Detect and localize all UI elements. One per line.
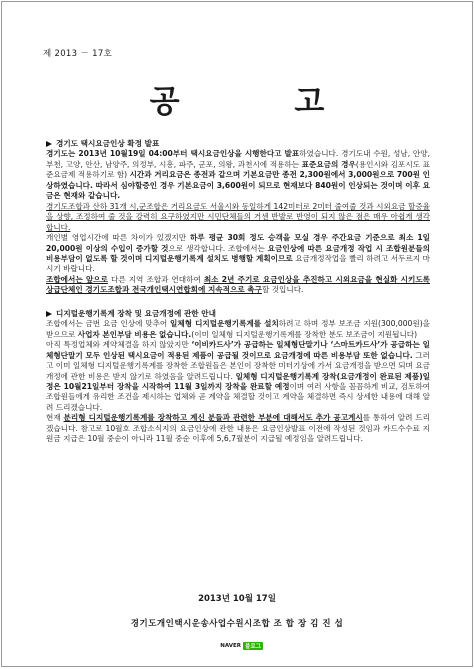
section1-heading (46, 139, 430, 149)
text-run: 개인별 영업시간에 따른 차이가 있겠지만 (46, 233, 190, 243)
section1-paragraph-4 (46, 275, 430, 296)
section1-paragraph-2 (46, 202, 430, 233)
notice-page (1, 1, 473, 667)
text-run: 경기도는 2013년 10월19일 04:00부터 택시요금인상을 시행한다고 발표 (46, 149, 300, 159)
text-run: 최소 2년 주기로 요금인상을 추진하고 시외요금을 현실화 시키도록 상급단체인 경기도조합과 전국개인택시연합회에 지속적으로 촉구 (46, 274, 430, 295)
section2-heading-text: 디지털운행기록계 장착 및 요금개정에 관한 안내 (56, 308, 216, 318)
signer-line: 경기도개인택시운송사업수원시조합 조 합 장 김 진 섭 (130, 619, 344, 629)
section2-paragraph-3 (46, 413, 430, 444)
blog-badge: 블로그 (245, 644, 261, 650)
text-run: 다른 지역 조합과 연대하여 (107, 274, 204, 284)
section2-paragraph-2 (46, 340, 430, 413)
section1-paragraph-1 (46, 149, 430, 201)
text-run: 요금인상에 따른 요금개정 작업 시 조합원분들의 비용부담이 없도록 할 것이며 디지털운행기록계 설치도 병행할 계획이므로 (46, 243, 430, 263)
text-run: 표준요금의 경우 (301, 159, 356, 169)
text-run: 으로 생각합니다. 조합에서는 (168, 243, 268, 253)
text-run: 하루 평균 30회 정도 승객을 모실 경우 주간요금 기준으로 최소 1일 20,000원 이상의 수입이 증가할 것 (46, 233, 430, 253)
section2-heading (46, 309, 430, 319)
text-run: 그러고 이미 일체형 디지털운행기록계를 장착한 조합원들은 본인이 장착한 미터기상에 가서 요금개정을 받으면 되며 요금개정에 관한 비용은 받지 않기로 하였음을 알려드립니다. (46, 350, 430, 381)
text-run: 아직 특정업체와 계약체결을 하지 않았지만 (46, 340, 192, 350)
notice-date: 2013년 10월 17일 (198, 594, 276, 604)
text-run: 를 통하여 알려 드리겠습니다. 참고로 10월호 조합소식지의 요금인상에 관한 내용은 요금인상발표 이전에 작성된 것임과 카드수수료 지원금 지급은 10월 중순이 아니라 11월 중순 이후에 5,6,7월분이 지급될 예정임을 알려드립니다. (46, 413, 430, 444)
text-run: 일체형 디지털운행기록계 장착(요금개정이 완료된 제품)일정은 10월21일부터 장착을 시작하여 11월 3일까지 장착을 완료할 예정 (46, 371, 430, 391)
text-run: (이미 일체형 디지털운행기록계를 장착한 분도 보조금이 지원됩니다) (191, 329, 418, 339)
text-run: 시간과 거리요금은 종전과 같으며 기본요금만 종전 2,300원에서 3,000원으로 700원 인상하였습니다. 따라서 심야할증인 경우 기본요금이 3,600원이 되므로 현재보다 840원이 인상되는 것이며 이후 요금은 현재와 같습니다. (46, 170, 430, 201)
text-run: (용인시와 김포시도 표준요금제 적용하기로 함) (46, 159, 430, 180)
text-run: 하려고 하며 정부 보조금 지원(300,000원)을 받으므로 (46, 319, 431, 339)
notice-body (46, 139, 430, 445)
text-run: 경기도조합과 산하 31개 시,군조합은 거리요금도 서울시와 동일하게 142미터로 2미터 줄여줄 것과 시외요금 할증율을 상향, 조정하여 줄 것을 강력히 요구하였지만 시민단체들의 거센 반발로 반영이 되지 않은 점은 매우 아쉽게 생각합니다. (46, 201, 430, 232)
text-run: 조합에서는 금번 요금 인상에 맞추어 (46, 319, 171, 329)
document-number: 제 2013 － 17호 (43, 49, 113, 59)
page-title: 공 고 (149, 84, 377, 120)
text-run: 분리형 디지털운행기록계를 장착하고 계신 분들과 관련한 부분에 대해서도 추가 공고게시 (63, 413, 363, 423)
text-run: 일체형 디지털운행기록계를 설치 (170, 319, 279, 329)
text-run: ‘이비카드사’가 공급하는 일체형단말기나 ‘스마트카드사’가 공급하는 일체형단말기 모두 인상된 택시요금이 적용된 제품이 공급될 것이므로 요금개정에 따른 비용부담 또한 없습니다. (46, 340, 430, 360)
text-run: 하였습니다. 경기도내 수원, 성남, 안양, 부천, 고양, 안산, 남양주, 의정부, 시흥, 파주, 군포, 의왕, 과천시에 적용하는 (46, 149, 430, 169)
section2-paragraph-1 (46, 319, 430, 340)
naver-logo-text: NAVER (220, 643, 242, 649)
text-run: 할 것입니다. (261, 285, 304, 295)
text-run: 사업자 본인부담 비용은 없습니다. (77, 329, 192, 339)
text-run: 이며 여러 사항을 꼼꼼하게 비교, 검토하여 조합원들에게 유리한 조건을 제시하는 업체와 곧 계약을 체결할 것이고 계약을 체결하면 즉시 상세한 내용에 대해 알려 드리겠습니다. (46, 381, 430, 412)
section1-paragraph-3 (46, 233, 430, 275)
triangle-bullet-icon (46, 311, 52, 317)
triangle-bullet-icon (46, 141, 52, 147)
naver-blog-watermark (220, 642, 263, 650)
text-run: 요금개정작업을 빨리 하려고 서두르지 마시기 바랍니다. (46, 253, 430, 274)
text-run: 현재 (46, 413, 64, 423)
section1-heading-text: 경기도 택시요금인상 확정 발표 (56, 139, 160, 148)
text-run: 조합에서는 앞으로 (46, 274, 108, 284)
